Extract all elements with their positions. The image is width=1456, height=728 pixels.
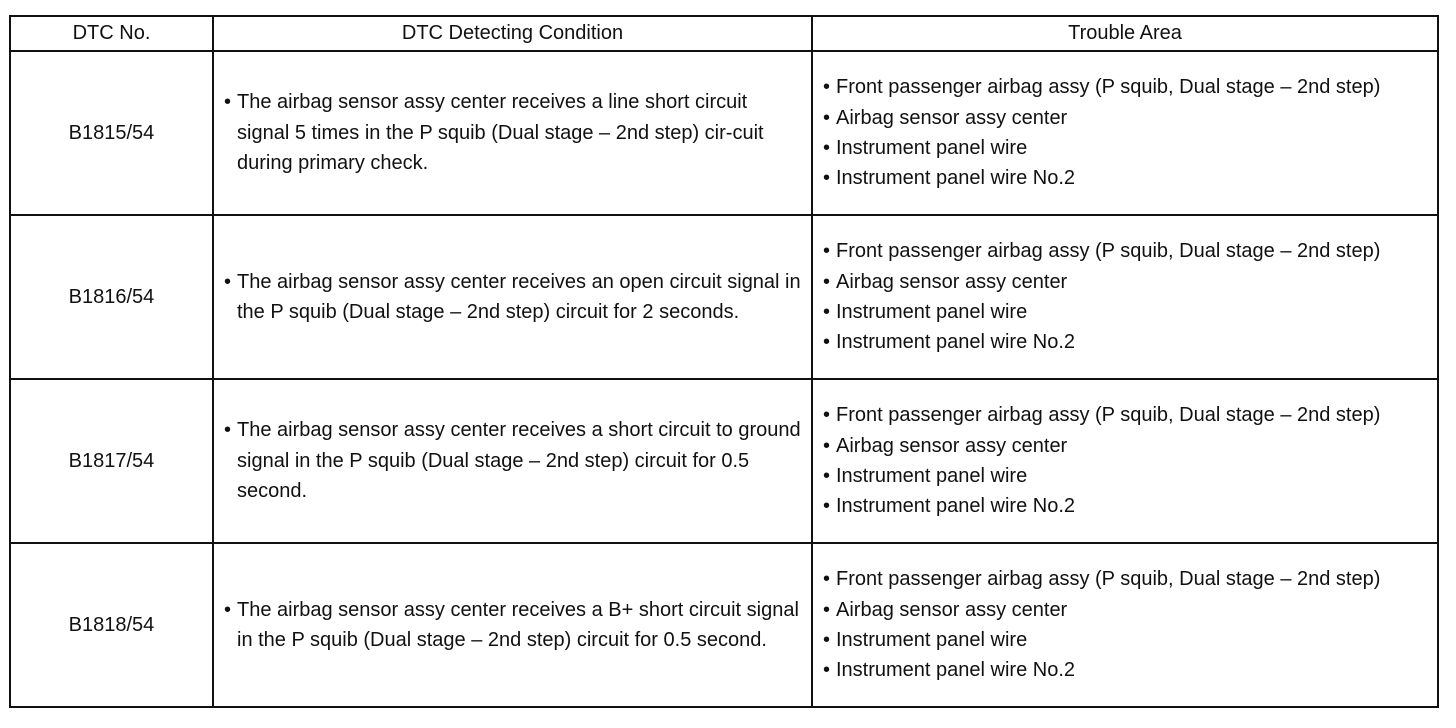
dtc-code-cell: B1817/54 — [10, 379, 213, 543]
dtc-code-cell: B1816/54 — [10, 215, 213, 379]
condition-cell — [213, 379, 812, 543]
trouble-area-item: • Instrument panel wire No.2 — [823, 491, 1425, 521]
dtc-code-cell: B1815/54 — [10, 51, 213, 215]
header-dtc-no: DTC No. — [10, 16, 213, 51]
trouble-area-item: • Airbag sensor assy center — [823, 267, 1425, 297]
header-trouble-area: Trouble Area — [812, 16, 1438, 51]
dtc-table — [9, 15, 1439, 708]
header-detecting-condition: DTC Detecting Condition — [213, 16, 812, 51]
trouble-area-item: • Airbag sensor assy center — [823, 431, 1425, 461]
trouble-area-item: • Instrument panel wire — [823, 461, 1425, 491]
header-row — [10, 16, 1438, 51]
trouble-area-item: • Front passenger airbag assy (P squib, Dual stage – 2nd step) — [823, 236, 1425, 266]
dtc-code-cell: B1818/54 — [10, 543, 213, 707]
trouble-area-cell — [812, 543, 1438, 707]
trouble-area-item: • Instrument panel wire — [823, 297, 1425, 327]
condition-text: • The airbag sensor assy center receives an open circuit signal in the P squib (Dual stage – 2nd step) circuit for 2 seconds. — [224, 267, 801, 328]
trouble-area-cell — [812, 51, 1438, 215]
condition-text: • The airbag sensor assy center receives a B+ short circuit signal in the P squib (Dual stage – 2nd step) circuit for 0.5 second. — [224, 595, 801, 656]
trouble-area-item: • Airbag sensor assy center — [823, 595, 1425, 625]
trouble-area-cell — [812, 215, 1438, 379]
condition-cell — [213, 51, 812, 215]
condition-cell — [213, 543, 812, 707]
table-row — [10, 379, 1438, 543]
trouble-area-item: • Front passenger airbag assy (P squib, Dual stage – 2nd step) — [823, 72, 1425, 102]
condition-cell — [213, 215, 812, 379]
trouble-area-item: • Airbag sensor assy center — [823, 103, 1425, 133]
trouble-area-item: • Instrument panel wire No.2 — [823, 655, 1425, 685]
trouble-area-item: • Instrument panel wire — [823, 133, 1425, 163]
trouble-area-list — [823, 400, 1425, 522]
trouble-area-item: • Instrument panel wire No.2 — [823, 327, 1425, 357]
trouble-area-list — [823, 72, 1425, 194]
trouble-area-item: • Front passenger airbag assy (P squib, Dual stage – 2nd step) — [823, 400, 1425, 430]
table-row — [10, 51, 1438, 215]
trouble-area-cell — [812, 379, 1438, 543]
trouble-area-list — [823, 236, 1425, 358]
condition-text: • The airbag sensor assy center receives a line short circuit signal 5 times in the P squib (Dual stage – 2nd step) cir-cuit during primary check. — [224, 87, 801, 178]
trouble-area-list — [823, 564, 1425, 686]
condition-text: • The airbag sensor assy center receives a short circuit to ground signal in the P squib (Dual stage – 2nd step) circuit for 0.5 second. — [224, 415, 801, 506]
table-header — [10, 16, 1438, 51]
trouble-area-item: • Instrument panel wire — [823, 625, 1425, 655]
table-row — [10, 215, 1438, 379]
trouble-area-item: • Front passenger airbag assy (P squib, Dual stage – 2nd step) — [823, 564, 1425, 594]
table-body — [10, 51, 1438, 707]
table-row — [10, 543, 1438, 707]
trouble-area-item: • Instrument panel wire No.2 — [823, 163, 1425, 193]
